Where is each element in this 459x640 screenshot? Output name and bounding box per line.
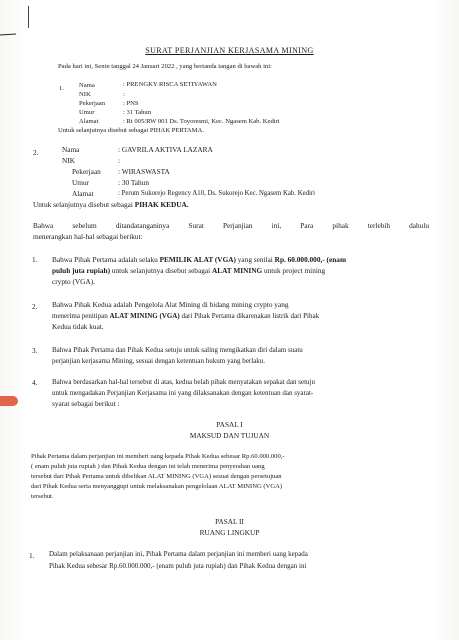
party2-job-label: Pekerjaan (72, 167, 101, 176)
opening-line: Pada hari ini, Senin tanggal 24 Januari 2022 , yang bertanda tangan di bawah ini: (58, 63, 272, 70)
clause3-line2: perjanjian kerjasama Mining, sesuai dengan ketentuan hukum yang berlaku. (52, 357, 266, 365)
party1-number: 1. (59, 85, 64, 92)
party2-nik-value: : (118, 156, 121, 165)
clause2-line2: menerima penitipan ALAT MINING (VGA) dari Pihak Pertama dikarenakan listrik dari Pihak (52, 312, 320, 320)
party2-designation-role: PIHAK KEDUA. (134, 200, 189, 209)
scroll-tab[interactable] (0, 396, 18, 406)
pasal1-line5: tersebut. (31, 493, 54, 500)
party1-nik-value: : (123, 91, 125, 98)
party2-designation-text: Untuk selanjutnya disebut sebagai (33, 200, 135, 209)
party1-address-value: : Rt 005/RW 001 Ds. Toyoresmi, Kec. Ngasem Kab. Kediri (123, 118, 280, 125)
preamble-line2: menerangkan hal-hal sebagai berikut: (33, 232, 143, 241)
clause2-line3: Kedua tidak kuat. (52, 322, 104, 331)
party1-address-label: Alamat (79, 118, 99, 125)
clause1-line3: crypto (VGA). (52, 277, 95, 286)
party2-address-label: Alamat (72, 189, 94, 198)
party2-designation (33, 200, 189, 210)
party1-name-value: : PRENGKY RISCA SETIYAWAN (123, 81, 217, 88)
pasal2-heading: PASAL II (215, 517, 244, 526)
party2-age-label: Umur (72, 178, 90, 187)
party1-age-value: : 31 Tahun (123, 109, 151, 116)
clause2-line1: Bahwa Pihak Kedua adalah Pengelola Alat Mining di bidang mining crypto yang (52, 300, 289, 309)
party1-designation: Untuk selanjutnya disebut sebagai PIHAK PERTAMA. (58, 127, 204, 134)
party2-nik-label: NIK (62, 156, 75, 165)
clause1-line2: puluh juta rupiah) untuk selanjutnya disebut sebagai ALAT MINING untuk project mining (52, 266, 326, 275)
clause4-line2: untuk mengadakan Perjanjian Kerjasama ini yang dilaksanakan dengan ketentuan dan syarat- (52, 389, 314, 397)
pasal1-line4: dari Pihak Kedua serta menyanggupi untuk melaksanakan pengelolaan ALAT MINING (VGA) (31, 483, 283, 490)
party2-name-label: Nama (62, 145, 80, 154)
margin-mark (28, 6, 29, 28)
clause1-number: 1. (32, 255, 38, 264)
pasal1-line2: ( enam puluh juta rupiah ) dan Pihak Kedua dengan ini telah menerima penyerahan uang (31, 463, 265, 470)
party1-nik-label: NIK (79, 91, 91, 98)
preamble-line1: Bahwa sebelum ditandatanganinya Surat Perjanjian ini, Para pihak terlebih dahulu (33, 221, 429, 230)
clause4-line1: Bahwa berdasarkan hal-hal tersebut di atas, kedua belah pihak menyatakan sepakat dan setuju (52, 378, 315, 386)
corner-mark (0, 33, 16, 35)
document-title: SURAT PERJANJIAN KERJASAMA MINING (145, 46, 314, 55)
clause1-line1: Bahwa Pihak Pertama adalah selaku PEMILIK ALAT (VGA) yang senilai Rp. 60.000.000,- (enam (52, 255, 347, 264)
party2-job-value: : WIRASWASTA (118, 167, 170, 176)
clause3-number: 3. (32, 346, 38, 355)
clause4-number: 4. (32, 378, 38, 387)
pasal2-line1: Dalam pelaksanaan perjanjian ini, Pihak Pertama dalam perjanjian ini memberi uang kepada (49, 550, 308, 558)
pasal1-subheading: MAKSUD DAN TUJUAN (189, 431, 270, 440)
clause2-number: 2. (32, 302, 38, 311)
pasal2-subheading: RUANG LINGKUP (199, 528, 260, 537)
party1-job-value: : PNS (123, 100, 139, 107)
party2-number: 2. (33, 148, 39, 157)
party2-age-value: : 30 Tahun (118, 178, 149, 187)
clause3-line1: Bahwa Pihak Pertama dan Pihak Kedua setuju untuk saling mengikatkan diri dalam suatu (52, 346, 303, 354)
party1-age-label: Umur (79, 109, 95, 116)
clause4-line3: syarat sebagai berikut : (52, 399, 120, 408)
pasal1-line3: tersebut dari Pihak Pertama untuk dibelikan ALAT MINING (VGA) sesuai dengan persetujuan (31, 473, 282, 480)
pasal2-item-number: 1. (29, 551, 35, 560)
party1-name-label: Nama (79, 82, 95, 89)
pasal1-line1: Pihak Pertama dalam perjanjian ini memberi uang kepada Pihak Kedua sebesar Rp.60.000.000,- (31, 453, 285, 460)
pasal2-line2: Pihak Kedua sebesar Rp.60.000.000,- (enam puluh juta rupiah) dan Pihak Kedua dengan ini (49, 562, 307, 570)
party2-address-value: : Perum Sukorejo Regency A10, Ds. Sukorejo Kec. Ngasem Kab. Kediri (118, 190, 316, 197)
pasal1-heading: PASAL I (216, 420, 243, 429)
party1-job-label: Pekerjaan (79, 100, 105, 107)
party2-name-value: : GAVRILA AKTIVA LAZARA (118, 145, 213, 154)
